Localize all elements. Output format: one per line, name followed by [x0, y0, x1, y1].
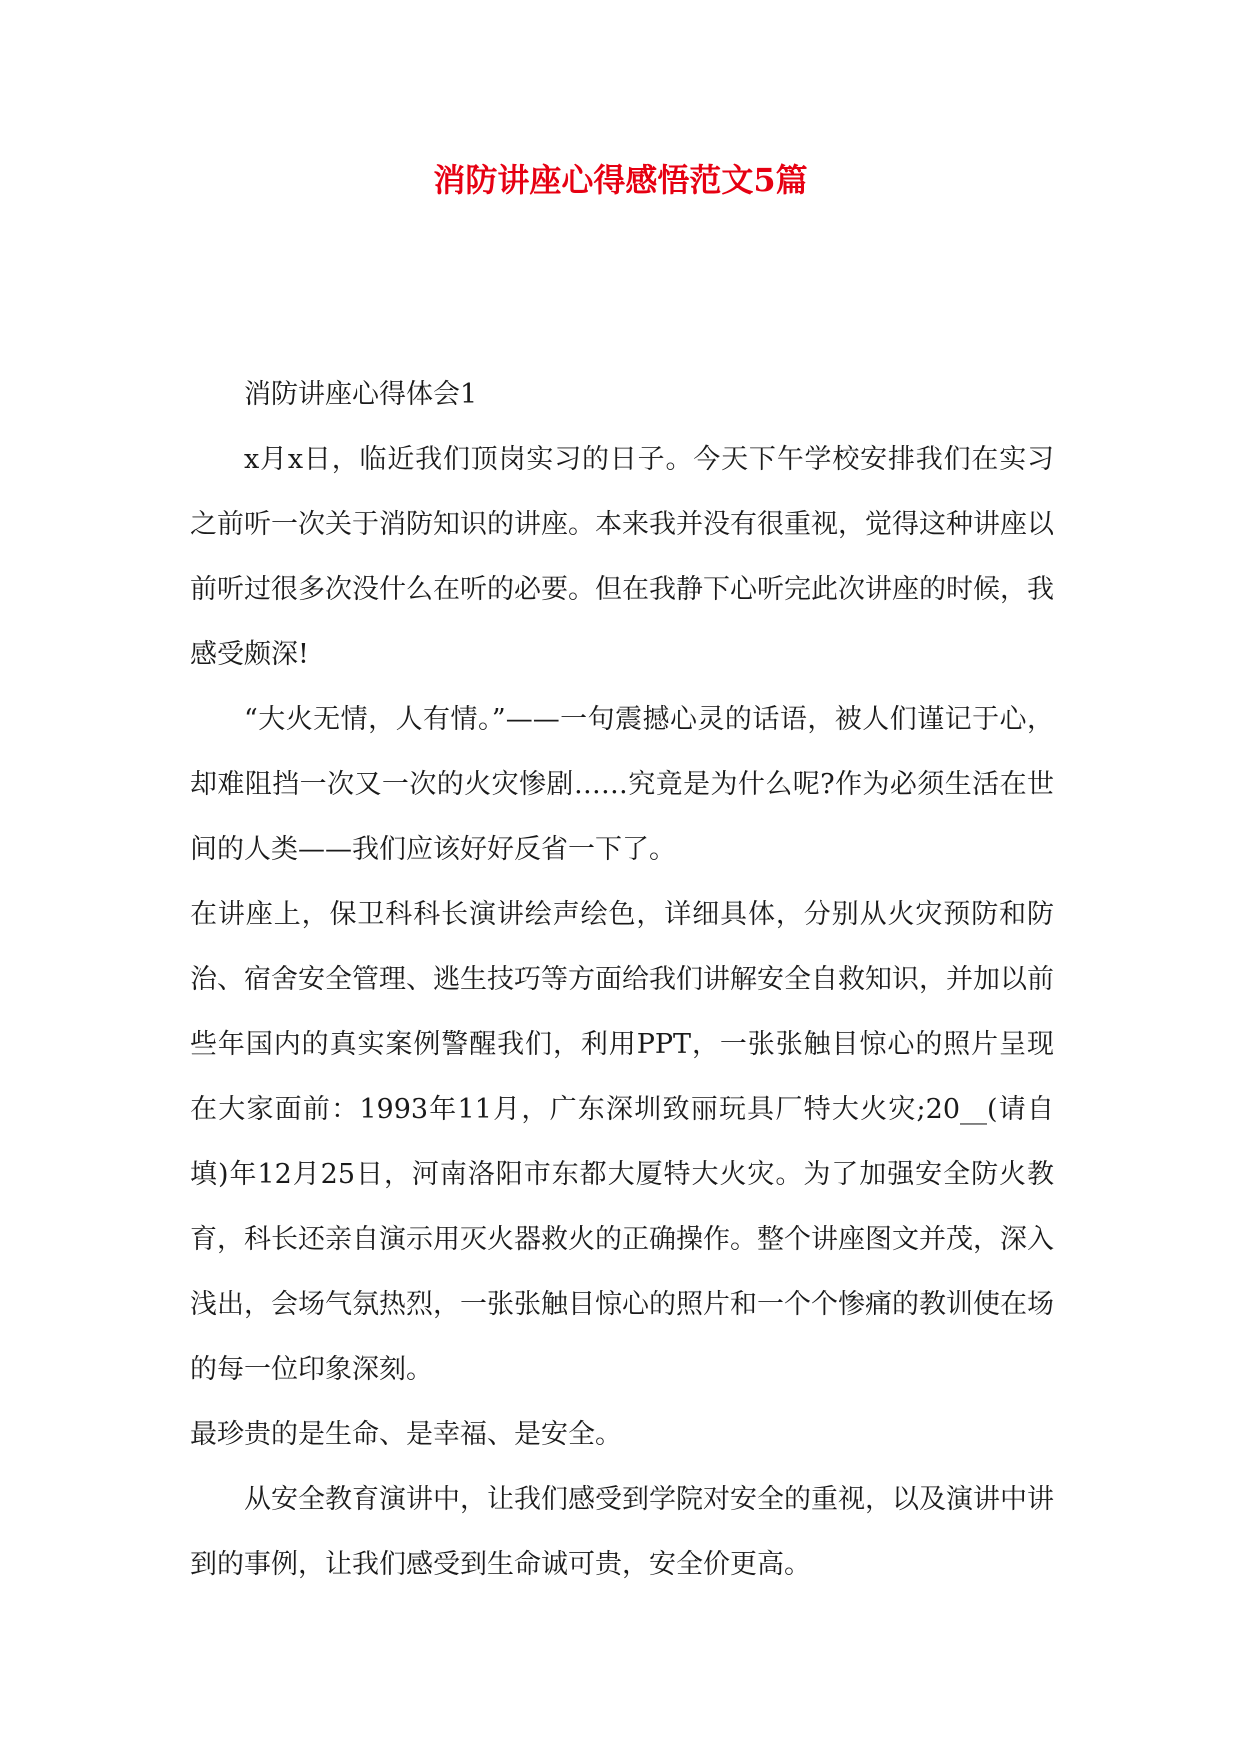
section-heading: 消防讲座心得体会1 — [244, 379, 478, 410]
paragraph: x月x日，临近我们顶岗实习的日子。今天下午学校安排我们在实习之前听一次关于消防知识的讲座。本来我并没有很重视，觉得这种讲座以前听过很多次没什么在听的必要。但在我静下心听完此次讲座的时候，我感受颇深! — [190, 444, 1054, 670]
document-title: 消防讲座心得感悟范文5篇 — [433, 161, 808, 199]
paragraph: 最珍贵的是生命、是幸福、是安全。 — [190, 1419, 622, 1450]
paragraph: 在讲座上，保卫科科长演讲绘声绘色，详细具体，分别从火灾预防和防治、宿舍安全管理、逃生技巧等方面给我们讲解安全自救知识，并加以前些年国内的真实案例警醒我们，利用PPT，一张张触目惊心的照片呈现在大家面前：1993年11月，广东深圳致丽玩具厂特大火灾;20__(请自填)年12月25日，河南洛阳市东都大厦特大火灾。为了加强安全防火教育，科长还亲自演示用灭火器救火的正确操作。整个讲座图文并茂，深入浅出，会场气氛热烈，一张张触目惊心的照片和一个个惨痛的教训使在场的每一位印象深刻。 — [190, 899, 1054, 1385]
paragraph: “大火无情，人有情。”——一句震撼心灵的话语，被人们谨记于心，却难阻挡一次又一次的火灾惨剧……究竟是为什么呢?作为必须生活在世间的人类——我们应该好好反省一下了。 — [190, 704, 1054, 865]
paragraph: 从安全教育演讲中，让我们感受到学院对安全的重视，以及演讲中讲到的事例，让我们感受到生命诚可贵，安全价更高。 — [190, 1484, 1054, 1580]
document-body — [190, 362, 1054, 1597]
